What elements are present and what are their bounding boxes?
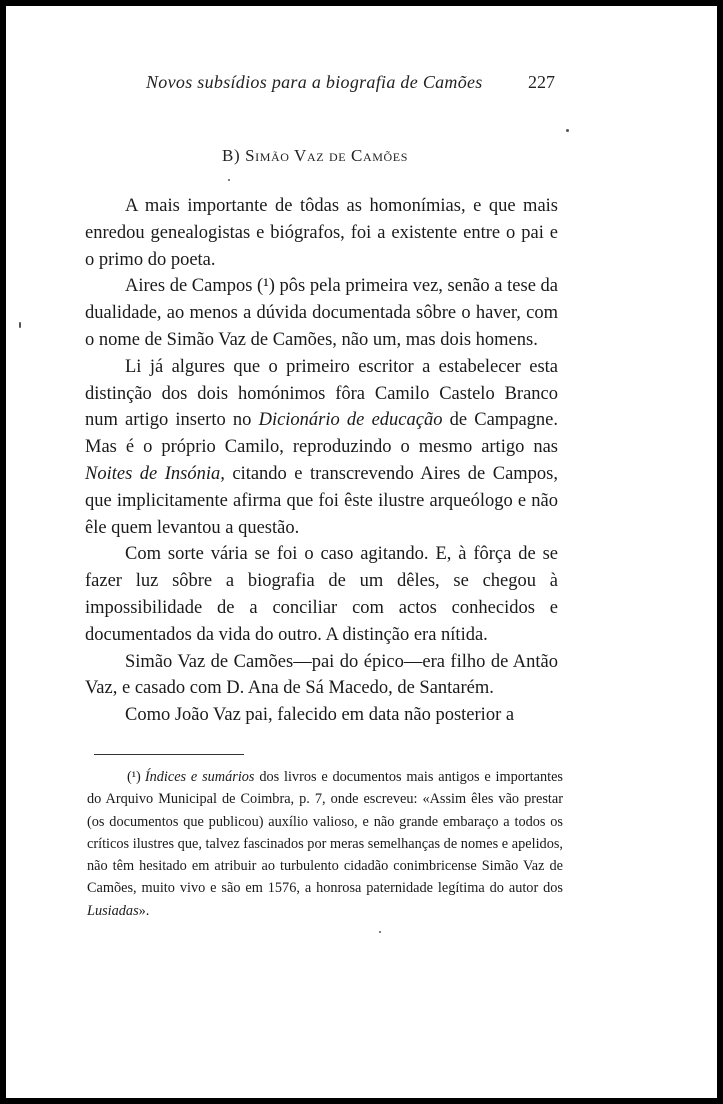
paragraph: Aires de Campos (¹) pôs pela primeira vez, senão a tese da dualidade, ao menos a dúvida documentada sôbre o haver, com o nome de Simão Vaz de Camões, não um, mas dois homens. [85, 276, 558, 350]
footnote-text: ». [138, 902, 150, 919]
paragraph-text: citando e transcrevendo Aires de Campos, que implicitamente afirma que foi êste ilustre arqueólogo e não êle quem levantou a questão. [85, 463, 559, 538]
section-title: B) Simão Vaz de Camões [222, 146, 408, 165]
page-number: 227 [528, 72, 555, 92]
paragraph: A mais importante de tôdas as homonímias, e que mais enredou genealogistas e biógrafos, foi a existente entre o pai e o primo do poeta. [85, 196, 558, 270]
paragraph-text: Li já algures que o primeiro escritor a estabelecer esta distinção dos dois homónimos fôra Camilo Castelo Branco num artigo inserto no [85, 356, 558, 431]
scan-speck [19, 322, 21, 328]
scan-speck [566, 129, 569, 132]
work-title: Dicionário de educação [258, 410, 443, 431]
paragraph: Simão Vaz de Camões—pai do épico—era filho de Antão Vaz, e casado com D. Ana de Sá Macedo, de Santarém. [85, 651, 558, 699]
footnote-marker: (¹) [127, 769, 141, 785]
footnote-work-title: Lusiadas [87, 902, 139, 919]
scan-speck [228, 179, 230, 181]
scan-speck [379, 931, 381, 933]
paragraph-text: de Campagne. Mas é o próprio Camilo, reproduzindo o mesmo artigo nas [85, 410, 558, 458]
footnote [87, 766, 563, 922]
footnote-rule [94, 754, 244, 755]
work-title: Noites de Insónia, [85, 463, 225, 484]
paragraph: Com sorte vária se foi o caso agitando. E, à fôrça de se fazer luz sôbre a biografia de um dêles, se chegou à impossibilidade de a conciliar com actos conhecidos e documentados da vida do outro. A distinção era nítida. [85, 544, 558, 645]
paragraph [85, 354, 558, 542]
page-header [6, 72, 717, 98]
running-title: Novos subsídios para a biografia de Camões [146, 72, 483, 92]
book-page [6, 6, 717, 1098]
body-text [85, 193, 558, 729]
footnote-work-title: Índices e sumários [144, 769, 255, 785]
paragraph: Como João Vaz pai, falecido em data não posterior a [125, 705, 515, 726]
footnote-text: dos livros e documentos mais antigos e importantes do Arquivo Municipal de Coimbra, p. 7, onde escreveu: «Assim êles vão prestar (os documentos que publicou) auxílio valioso, e não grande embaraço a todos os críticos ilustres que, talvez fascinados por meras semelhanças de nomes e apelidos, não têm hesitado em atribuir ao turbulento cidadão conimbricense Simão Vaz de Camões, muito vivo e são em 1576, a honrosa paternidade legítima do autor dos [87, 769, 563, 897]
